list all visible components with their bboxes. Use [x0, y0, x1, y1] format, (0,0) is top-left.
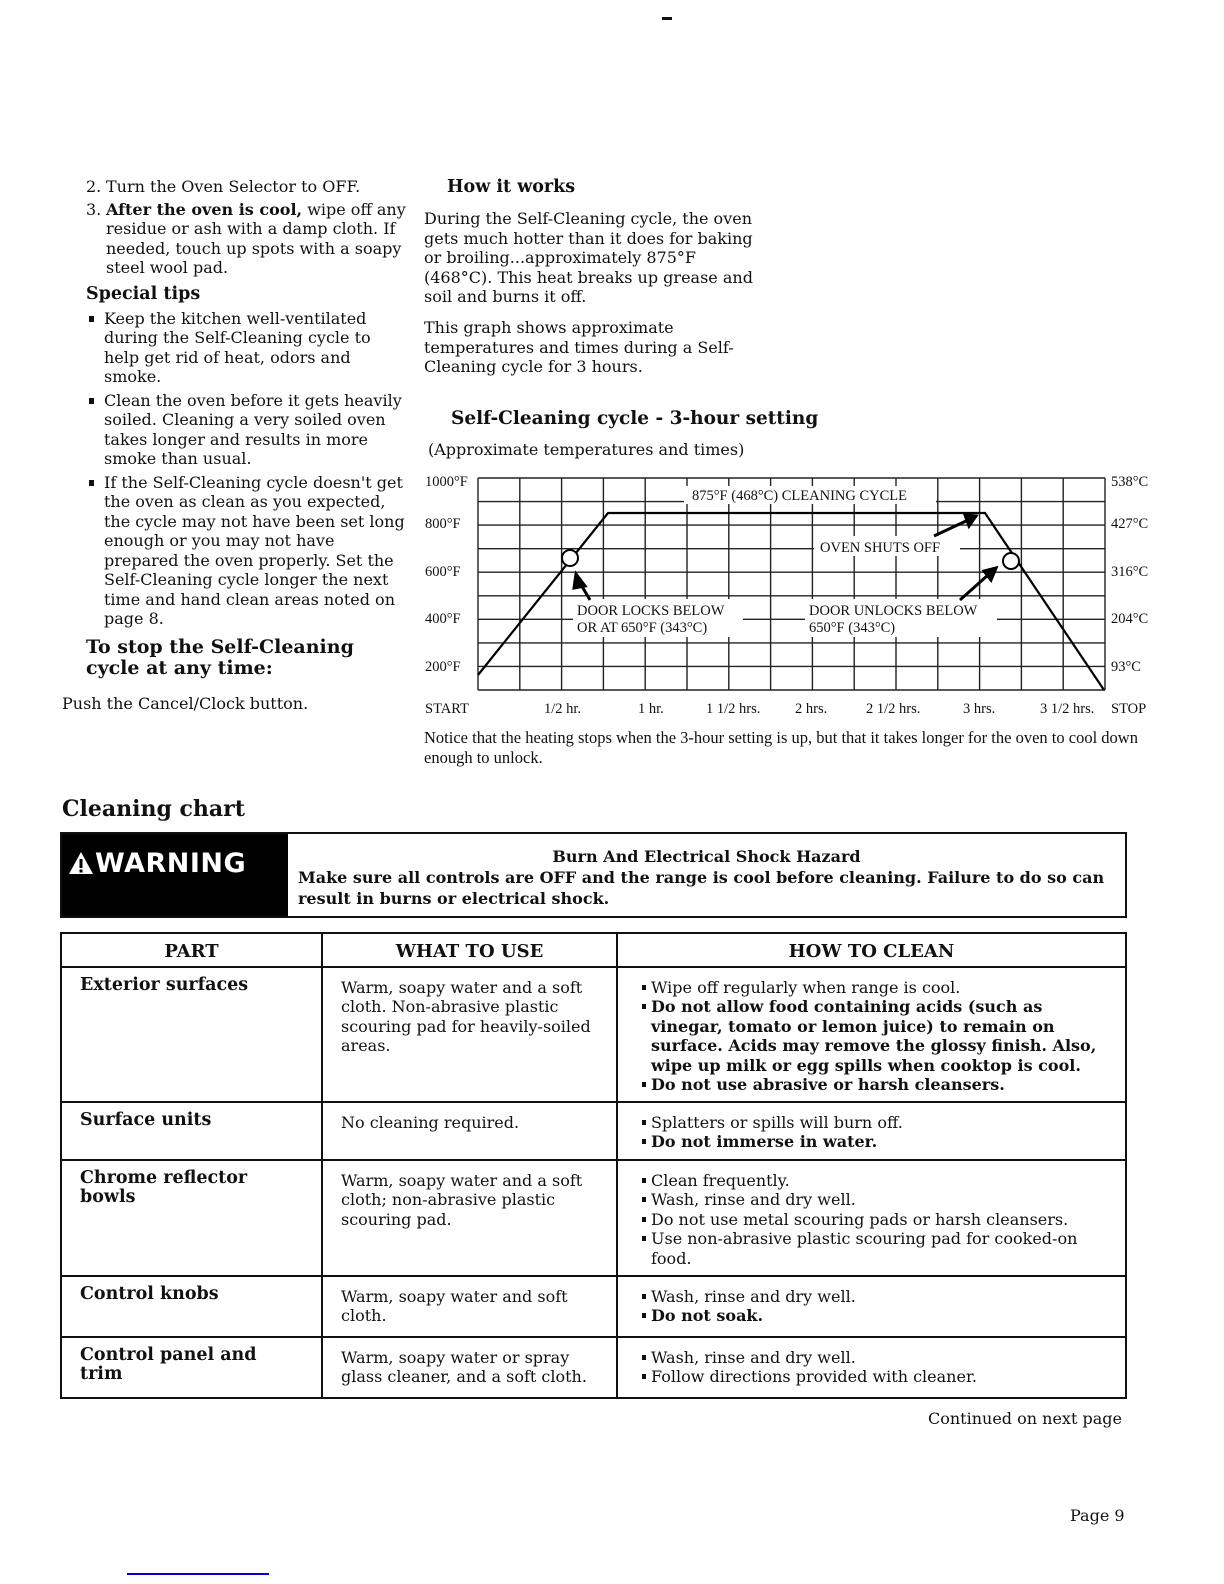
y-tick-left: 600°F — [425, 564, 461, 580]
how-item: Do not soak. — [642, 1306, 1107, 1326]
how-item: Follow directions provided with cleaner. — [642, 1367, 1107, 1387]
chart-subtitle: (Approximate temperatures and times) — [428, 440, 745, 459]
locks-annotation-2: OR AT 650°F (343°C) — [577, 620, 708, 636]
stop-cycle-heading: To stop the Self-Cleaning cycle at any time: — [86, 635, 354, 679]
y-tick-right: 204°C — [1111, 611, 1149, 627]
how-cell — [617, 967, 1126, 1102]
how-cell — [617, 1102, 1126, 1160]
use-cell: Warm, soapy water and a soft cloth; non-abrasive plastic scouring pad. — [322, 1160, 617, 1276]
warning-box — [60, 832, 1127, 918]
left-column — [86, 177, 406, 679]
use-cell: No cleaning required. — [322, 1102, 617, 1160]
arrow-icon — [574, 515, 996, 600]
use-cell: Warm, soapy water and soft cloth. — [322, 1276, 617, 1337]
how-item: Do not allow food containing acids (such as vinegar, tomato or lemon juice) to remain on surface. Acids may remove the glossy finish. Also, wipe up milk or egg spills when cooktop is cool. — [642, 997, 1107, 1075]
door-unlock-marker — [1003, 553, 1019, 569]
cycle-annotation: 875°F (468°C) CLEANING CYCLE — [692, 488, 907, 504]
table-row — [61, 1337, 1126, 1398]
page-marker — [662, 17, 672, 20]
step-item: 2. Turn the Oven Selector to OFF. — [86, 177, 361, 196]
link-underline[interactable] — [127, 1573, 269, 1575]
x-tick: STOP — [1111, 701, 1147, 717]
how-it-works-text: During the Self-Cleaning cycle, the oven gets much hotter than it does for baking or broiling...approximately 875°F (468°C). This heat breaks up grease and soil and burns it off. — [424, 209, 753, 306]
y-tick-left: 200°F — [425, 659, 461, 675]
how-item: Clean frequently. — [642, 1171, 1107, 1191]
how-item: Wash, rinse and dry well. — [642, 1190, 1107, 1210]
table-row — [61, 1276, 1126, 1337]
y-tick-right: 538°C — [1111, 474, 1149, 490]
y-tick-left: 1000°F — [425, 474, 468, 490]
warning-title: Burn And Electrical Shock Hazard — [552, 847, 861, 866]
how-item: Do not use metal scouring pads or harsh cleansers. — [642, 1210, 1107, 1230]
table-row — [61, 1102, 1126, 1160]
warning-label: WARNING — [95, 848, 247, 879]
use-cell: Warm, soapy water and a soft cloth. Non-abrasive plastic scouring pad for heavily-soiled areas. — [322, 967, 617, 1102]
x-tick: 3 hrs. — [963, 701, 996, 717]
y-tick-left: 400°F — [425, 611, 461, 627]
column-header-part: PART — [61, 933, 322, 967]
tip-item: If the Self-Cleaning cycle doesn't get the oven as clean as you expected, the cycle may not have been set long enough or you may not have prepared the oven properly. Set the Self-Cleaning cycle longer the next time and hand clean areas noted on page 8. — [86, 473, 406, 629]
table-row — [61, 967, 1126, 1102]
step-item: 3. After the oven is cool, wipe off any residue or ash with a damp cloth. If needed, touch up spots with a soapy steel wool pad. — [86, 199, 406, 277]
how-cell — [617, 1337, 1126, 1398]
warning-triangle-icon — [68, 851, 94, 875]
shutoff-annotation: OVEN SHUTS OFF — [820, 540, 941, 556]
unlocks-annotation-1: DOOR UNLOCKS BELOW — [809, 603, 978, 619]
part-cell: Chrome reflector bowls — [61, 1160, 322, 1276]
chart-notice: Notice that the heating stops when the 3-hour setting is up, but that it takes longer for the oven to cool down enough to unlock. — [424, 728, 1138, 767]
tip-item: Clean the oven before it gets heavily soiled. Cleaning a very soiled oven takes longer and results in more smoke than usual. — [86, 391, 406, 469]
warning-label-block — [62, 834, 288, 916]
x-tick: 1 1/2 hrs. — [706, 701, 761, 717]
part-cell: Surface units — [61, 1102, 322, 1160]
special-tips-list — [86, 309, 406, 629]
table-row — [61, 1160, 1126, 1276]
cleaning-chart-heading: Cleaning chart — [62, 796, 245, 822]
y-tick-left: 800°F — [425, 516, 461, 532]
how-item: Do not use abrasive or harsh cleansers. — [642, 1075, 1107, 1095]
locks-annotation-1: DOOR LOCKS BELOW — [577, 603, 725, 619]
cleanup-steps — [86, 177, 406, 278]
how-item: Do not immerse in water. — [642, 1132, 1107, 1152]
part-cell: Exterior surfaces — [61, 967, 322, 1102]
how-cell — [617, 1160, 1126, 1276]
how-item: Wipe off regularly when range is cool. — [642, 978, 1107, 998]
use-cell: Warm, soapy water or spray glass cleaner, and a soft cloth. — [322, 1337, 617, 1398]
x-tick: START — [425, 701, 469, 717]
graph-intro-text: This graph shows approximate temperatures and times during a Self-Cleaning cycle for 3 hours. — [424, 318, 734, 376]
stop-cycle-text: Push the Cancel/Clock button. — [62, 694, 309, 713]
x-tick: 2 hrs. — [795, 701, 828, 717]
chart-grid — [478, 478, 1105, 690]
x-tick: 3 1/2 hrs. — [1040, 701, 1095, 717]
column-header-how: HOW TO CLEAN — [617, 933, 1126, 967]
continued-note: Continued on next page — [928, 1409, 1122, 1428]
warning-body — [288, 834, 1125, 916]
temperature-line — [478, 513, 1104, 690]
x-tick: 1 hr. — [638, 701, 664, 717]
part-cell: Control knobs — [61, 1276, 322, 1337]
how-item: Splatters or spills will burn off. — [642, 1113, 1107, 1133]
y-tick-right: 93°C — [1111, 659, 1141, 675]
cleaning-table — [60, 932, 1127, 1399]
x-tick: 1/2 hr. — [544, 701, 582, 717]
door-lock-marker — [562, 550, 578, 566]
tip-item: Keep the kitchen well-ventilated during the Self-Cleaning cycle to help get rid of heat, odors and smoke. — [86, 309, 406, 387]
column-header-use: WHAT TO USE — [322, 933, 617, 967]
how-it-works-heading: How it works — [447, 177, 576, 197]
special-tips-heading: Special tips — [86, 283, 201, 304]
how-cell — [617, 1276, 1126, 1337]
x-tick: 2 1/2 hrs. — [866, 701, 921, 717]
chart-title: Self-Cleaning cycle - 3-hour setting — [451, 408, 819, 429]
how-item: Wash, rinse and dry well. — [642, 1348, 1107, 1368]
warning-text: Make sure all controls are OFF and the range is cool before cleaning. Failure to do so can result in burns or electrical shock. — [298, 868, 1105, 908]
how-item: Use non-abrasive plastic scouring pad for cooked-on food. — [642, 1229, 1107, 1268]
y-tick-right: 427°C — [1111, 516, 1149, 532]
table-header-row — [61, 933, 1126, 967]
unlocks-annotation-2: 650°F (343°C) — [809, 620, 896, 636]
part-cell: Control panel and trim — [61, 1337, 322, 1398]
y-tick-right: 316°C — [1111, 564, 1149, 580]
how-item: Wash, rinse and dry well. — [642, 1287, 1107, 1307]
self-cleaning-chart — [420, 466, 1160, 726]
page-number: Page 9 — [1070, 1506, 1125, 1525]
